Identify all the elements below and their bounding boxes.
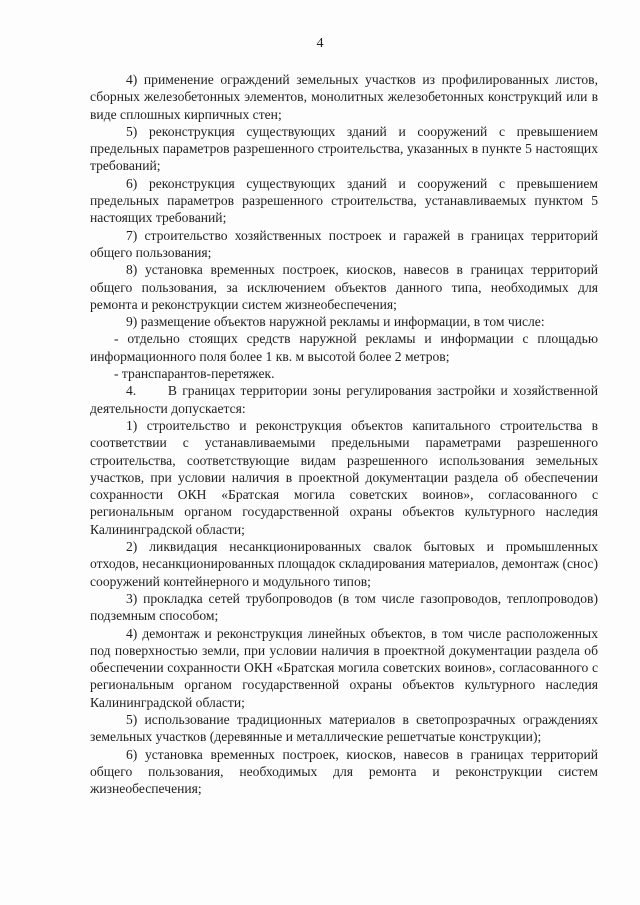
- paragraph-allowed-item-2: 2) ликвидация несанкционированных свалок бытовых и промышленных отходов, несанкционированных площадок складирования материалов, демонтаж (снос) сооружений контейнерного и модульного типов;: [90, 539, 598, 589]
- paragraph-section-4-heading: 4. В границах территории зоны регулирования застройки и хозяйственной деятельности допускается:: [90, 383, 598, 416]
- paragraph-allowed-item-1: 1) строительство и реконструкция объектов капитального строительства в соответствии с устанавливаемыми предельными параметрами разрешенного строительства, соответствующие видам разрешенного использования земельных участков, при условии наличия в проектной документации раздела об обеспечении сохранности ОКН «Братская могила советских воинов», согласованного с региональным органом государственной охраны объектов культурного наследия Калининградской области;: [90, 417, 598, 537]
- page-number: 4: [316, 36, 324, 51]
- paragraph-prohibited-item-6: 6) реконструкция существующих зданий и сооружений с превышением предельных параметров разрешенного строительства, устанавливаемых пунктом 5 настоящих требований;: [90, 175, 598, 226]
- paragraph-prohibited-item-9: 9) размещение объектов наружной рекламы и информации, в том числе:: [126, 314, 545, 330]
- paragraph-allowed-item-4: 4) демонтаж и реконструкция линейных объектов, в том числе расположенных под поверхностью земли, при условии наличия в проектной документации раздела об обеспечении сохранности ОКН «Братская могила советских воинов», согласованного с региональным органом государственной охраны объектов культурного наследия Калининградской области;: [90, 625, 598, 710]
- paragraph-allowed-item-6: 6) установка временных построек, киосков, навесов в границах территорий общего пользования, необходимых для ремонта и реконструкции систем жизнеобеспечения;: [90, 746, 598, 797]
- paragraph-prohibited-item-8: 8) установка временных построек, киосков, навесов в границах территорий общего пользования, за исключением объектов данного типа, необходимых для ремонта и реконструкции систем жизнеобеспечения;: [90, 262, 598, 312]
- paragraph-prohibited-item-4: 4) применение ограждений земельных участков из профилированных листов, сборных железобетонных элементов, монолитных железобетонных конструкций или в виде сплошных кирпичных стен;: [90, 72, 598, 122]
- paragraph-dash-banners: - транспарантов-перетяжек.: [114, 366, 275, 382]
- paragraph-prohibited-item-5: 5) реконструкция существующих зданий и сооружений с превышением предельных параметров разрешенного строительства, указанных в пункте 5 настоящих требований;: [90, 123, 598, 174]
- paragraph-allowed-item-5: 5) использование традиционных материалов в светопрозрачных ограждениях земельных участков (деревянные и металлические решетчатые конструкции);: [90, 711, 598, 745]
- paragraph-dash-standalone-ads: - отдельно стоящих средств наружной рекламы и информации с площадью информационного поля более 1 кв. м высотой более 2 метров;: [90, 331, 598, 364]
- paragraph-allowed-item-3: 3) прокладка сетей трубопроводов (в том числе газопроводов, теплопроводов) подземным способом;: [90, 590, 598, 624]
- document-body: [90, 71, 598, 797]
- paragraph-prohibited-item-7: 7) строительство хозяйственных построек и гаражей в границах территорий общего пользования;: [90, 227, 598, 260]
